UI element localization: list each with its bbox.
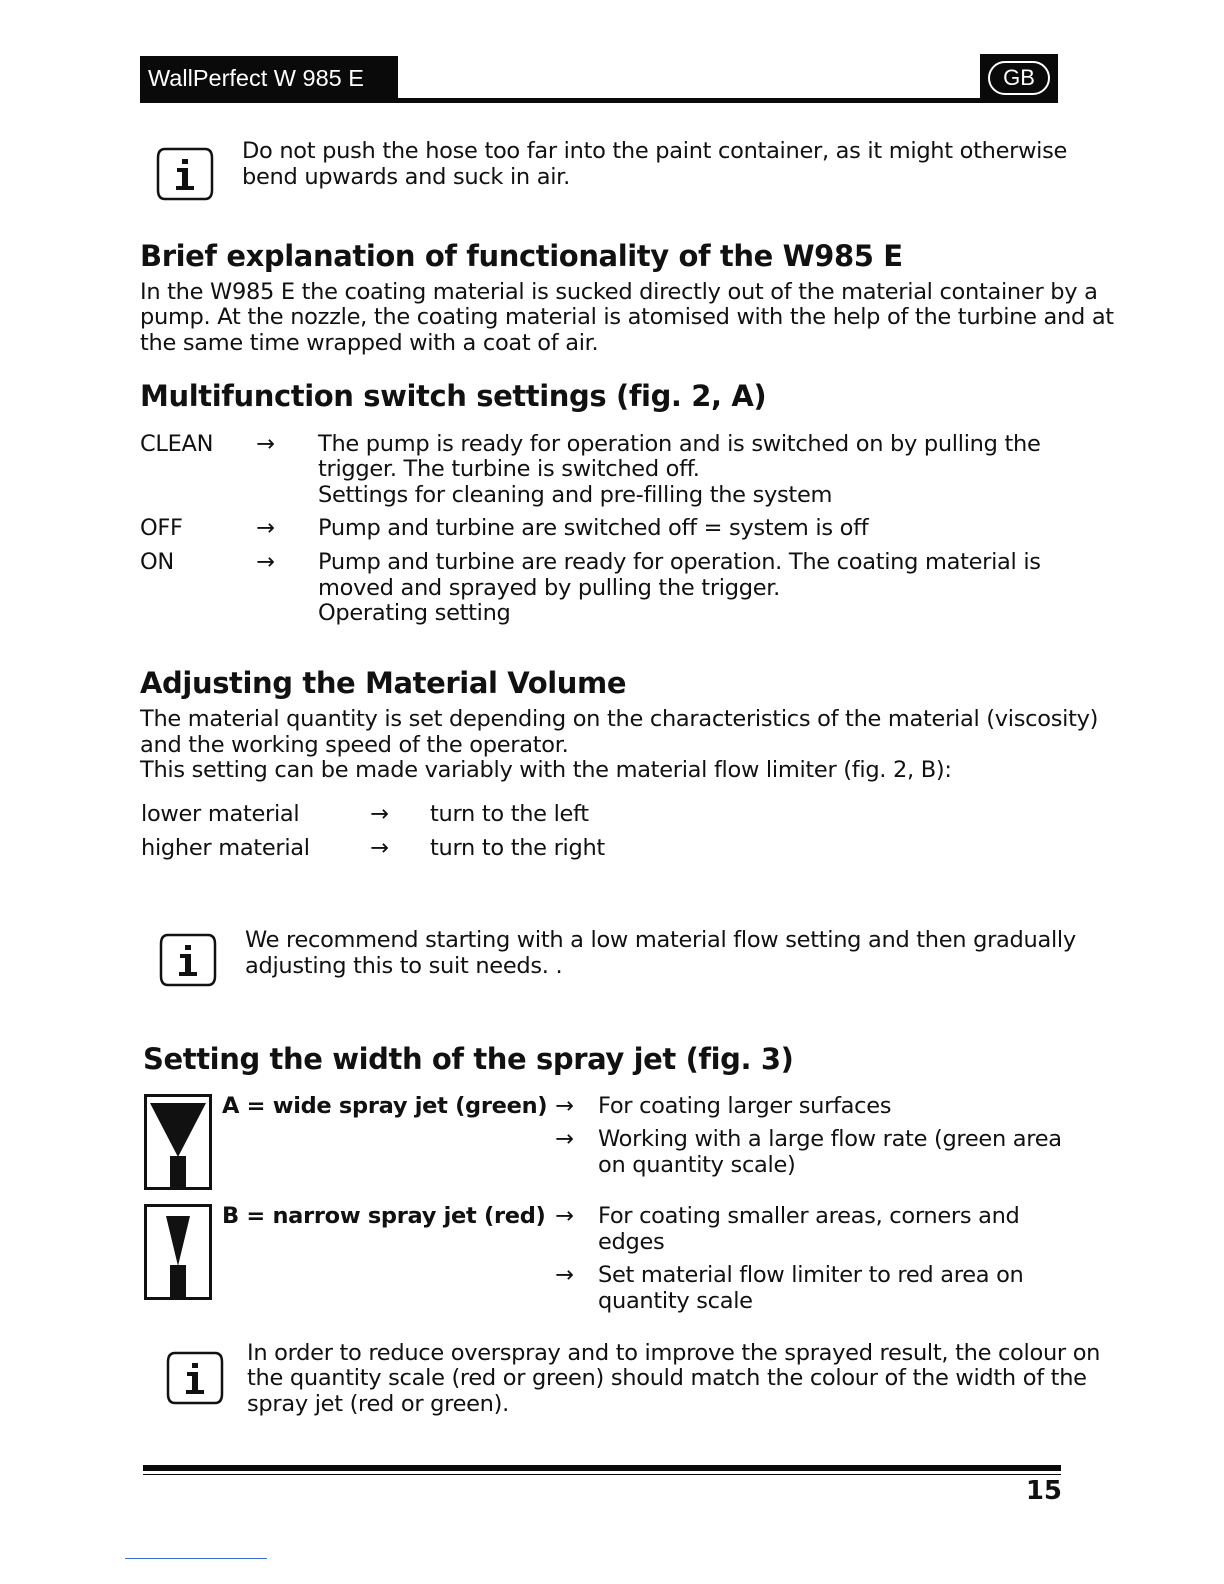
wide-spray-label: A = wide spray jet (green) bbox=[222, 1093, 548, 1119]
wide-item-1-line-1: For coating larger surfaces bbox=[598, 1093, 892, 1119]
language-badge bbox=[980, 54, 1058, 100]
brief-line-3: the same time wrapped with a coat of air. bbox=[140, 330, 599, 356]
setting-label-off: OFF bbox=[140, 515, 183, 541]
arrow-icon: → bbox=[555, 1262, 574, 1288]
setting-off-line-1: Pump and turbine are switched off = system is off bbox=[318, 515, 869, 541]
setting-label-on: ON bbox=[140, 549, 174, 575]
narrow-item-1-line-1: For coating smaller areas, corners and bbox=[598, 1203, 1020, 1229]
narrow-spray-label: B = narrow spray jet (red) bbox=[222, 1203, 546, 1229]
section-heading-spray: Setting the width of the spray jet (fig. 3) bbox=[143, 1042, 794, 1076]
info-icon bbox=[158, 932, 218, 988]
arrow-icon: → bbox=[555, 1093, 574, 1119]
volume-line-1: The material quantity is set depending on the characteristics of the material (viscosity) bbox=[140, 706, 1099, 732]
arrow-icon: → bbox=[370, 801, 389, 827]
info-icon bbox=[165, 1350, 225, 1406]
note-overspray-line-3: spray jet (red or green). bbox=[247, 1391, 509, 1417]
volume-line-3: This setting can be made variably with the material flow limiter (fig. 2, B): bbox=[140, 757, 952, 783]
section-heading-volume: Adjusting the Material Volume bbox=[140, 666, 627, 700]
narrow-item-2-line-1: Set material flow limiter to red area on bbox=[598, 1262, 1024, 1288]
note-recommend-line-2: adjusting this to suit needs. . bbox=[245, 953, 563, 979]
arrow-icon: → bbox=[256, 431, 275, 457]
arrow-icon: → bbox=[555, 1203, 574, 1229]
volume-label-higher: higher material bbox=[141, 835, 310, 861]
section-heading-multifunction: Multifunction switch settings (fig. 2, A) bbox=[140, 379, 767, 413]
document-title: WallPerfect W 985 E bbox=[148, 65, 364, 91]
volume-value-higher: turn to the right bbox=[430, 835, 605, 861]
volume-value-lower: turn to the left bbox=[430, 801, 589, 827]
brief-line-2: pump. At the nozzle, the coating material is atomised with the help of the turbine and at bbox=[140, 304, 1114, 330]
brief-line-1: In the W985 E the coating material is sucked directly out of the material container by a bbox=[140, 279, 1098, 305]
bottom-rule bbox=[125, 1558, 267, 1559]
setting-clean-line-2: trigger. The turbine is switched off. bbox=[318, 456, 700, 482]
setting-on-line-3: Operating setting bbox=[318, 600, 511, 626]
wide-spray-jet-icon bbox=[144, 1094, 212, 1190]
setting-clean-line-1: The pump is ready for operation and is switched on by pulling the bbox=[318, 431, 1041, 457]
note-recommend-line-1: We recommend starting with a low material flow setting and then gradually bbox=[245, 927, 1076, 953]
note-hose-line-2: bend upwards and suck in air. bbox=[242, 164, 570, 190]
note-hose-line-1: Do not push the hose too far into the paint container, as it might otherwise bbox=[242, 138, 1068, 164]
note-overspray-line-1: In order to reduce overspray and to improve the sprayed result, the colour on bbox=[247, 1340, 1101, 1366]
header-rule bbox=[140, 98, 1058, 103]
section-heading-brief: Brief explanation of functionality of the W985 E bbox=[140, 239, 903, 273]
arrow-icon: → bbox=[370, 835, 389, 861]
narrow-spray-jet-icon bbox=[144, 1204, 212, 1300]
narrow-item-1-line-2: edges bbox=[598, 1229, 665, 1255]
narrow-item-2-line-2: quantity scale bbox=[598, 1288, 753, 1314]
note-overspray-line-2: the quantity scale (red or green) should match the colour of the width of the bbox=[247, 1365, 1087, 1391]
info-icon bbox=[155, 146, 215, 202]
volume-label-lower: lower material bbox=[141, 801, 300, 827]
arrow-icon: → bbox=[256, 515, 275, 541]
arrow-icon: → bbox=[256, 549, 275, 575]
header-title-bar bbox=[140, 56, 398, 100]
language-code: GB bbox=[988, 61, 1050, 95]
wide-item-2-line-2: on quantity scale) bbox=[598, 1152, 796, 1178]
arrow-icon: → bbox=[555, 1126, 574, 1152]
setting-clean-line-3: Settings for cleaning and pre-filling the system bbox=[318, 482, 833, 508]
page-number: 15 bbox=[1025, 1476, 1062, 1506]
footer-rule-thin bbox=[143, 1474, 1061, 1475]
setting-label-clean: CLEAN bbox=[140, 431, 214, 457]
footer-rule bbox=[143, 1465, 1061, 1471]
setting-on-line-2: moved and sprayed by pulling the trigger. bbox=[318, 575, 780, 601]
wide-item-2-line-1: Working with a large flow rate (green area bbox=[598, 1126, 1062, 1152]
volume-line-2: and the working speed of the operator. bbox=[140, 732, 569, 758]
setting-on-line-1: Pump and turbine are ready for operation. The coating material is bbox=[318, 549, 1041, 575]
